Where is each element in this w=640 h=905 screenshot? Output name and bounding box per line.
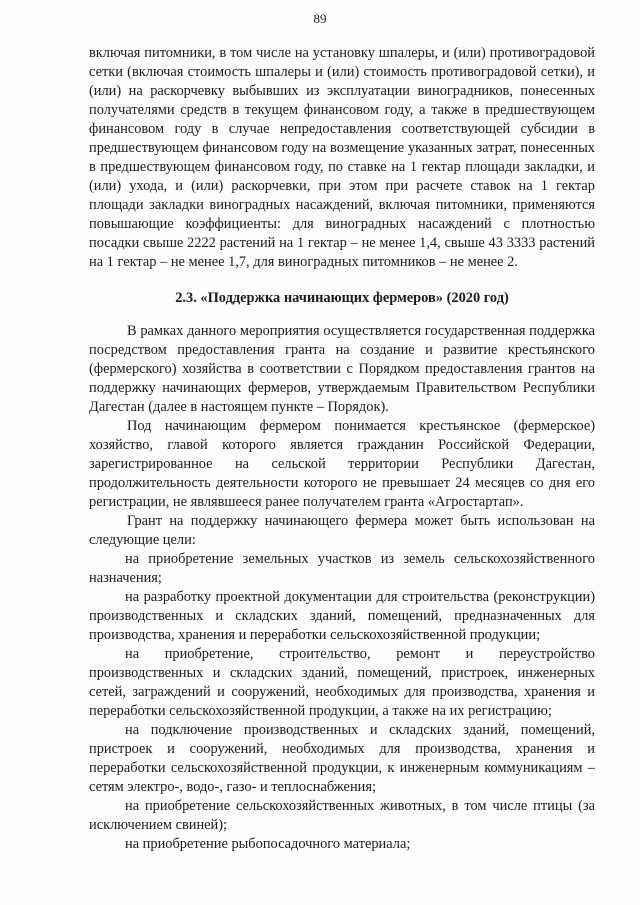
section-heading: 2.3. «Поддержка начинающих фермеров» (2020 год) xyxy=(175,290,509,306)
list-item: на разработку проектной документации для строительства (реконструкции) производственных и складских зданий, помещений, предназначенных для производства, хранения и переработки сельскохозяйственной продукции; xyxy=(89,589,595,643)
document-body xyxy=(89,44,595,854)
list-item: на приобретение сельскохозяйственных животных, в том числе птицы (за исключением свиней); xyxy=(89,798,595,833)
intro-paragraph: включая питомники, в том числе на установку шпалеры, и (или) противоградовой сетки (включая стоимость шпалеры и (или) стоимость противоградовой сетки), и (или) на раскорчевку выбывших из эксплуатации виноградников, понесенных получателями средств в текущем финансовом году, а также в предшествующем финансовом году в случае непредоставления соответствующей субсидии в предшествующем финансовом году на возмещение указанных затрат, понесенных в предшествующем финансовом году, по ставке на 1 гектар площади закладки, и (или) ухода, и (или) раскорчевки, при этом при расчете ставок на 1 гектар площади закладки виноградных насаждений, включая питомники, применяются повышающие коэффициенты: для виноградных насаждений с плотностью посадки свыше 2222 растений на 1 гектар – не менее 1,4, свыше 43 3333 растений на 1 гектар – не менее 1,7, для виноградных питомников – не менее 2. xyxy=(89,45,595,270)
list-item: на приобретение рыбопосадочного материала; xyxy=(125,836,411,852)
paragraph-support-description: В рамках данного мероприятия осуществляется государственная поддержка посредством предоставления гранта на создание и развитие крестьянского (фермерского) хозяйства в соответствии с Порядком предоставления грантов на поддержку начинающих фермеров, утверждаемым Правительством Республики Дагестан (далее в настоящем пункте – Порядок). xyxy=(89,323,595,415)
paragraph-grant-purposes: Грант на поддержку начинающего фермера может быть использован на следующие цели: xyxy=(89,513,595,548)
list-item: на приобретение, строительство, ремонт и переустройство производственных и складских зданий, помещений, пристроек, инженерных сетей, заграждений и сооружений, необходимых для производства, хранения и переработки сельскохозяйственной продукции, а также на их регистрацию; xyxy=(89,646,595,719)
list-item: на приобретение земельных участков из земель сельскохозяйственного назначения; xyxy=(89,551,595,586)
paragraph-farmer-definition: Под начинающим фермером понимается крестьянское (фермерское) хозяйство, главой которого является гражданин Российской Федерации, зарегистрированное на сельской территории Республики Дагестан, продолжительность деятельности которого не превышает 24 месяцев со дня его регистрации, не являвшееся ранее получателем гранта «Агростартап». xyxy=(89,418,595,510)
list-item: на подключение производственных и складских зданий, помещений, пристроек и сооружений, необходимых для производства, хранения и переработки сельскохозяйственной продукции, к инженерным коммуникациям – сетям электро-, водо-, газо- и теплоснабжения; xyxy=(89,722,595,795)
page-number: 89 xyxy=(313,11,327,26)
